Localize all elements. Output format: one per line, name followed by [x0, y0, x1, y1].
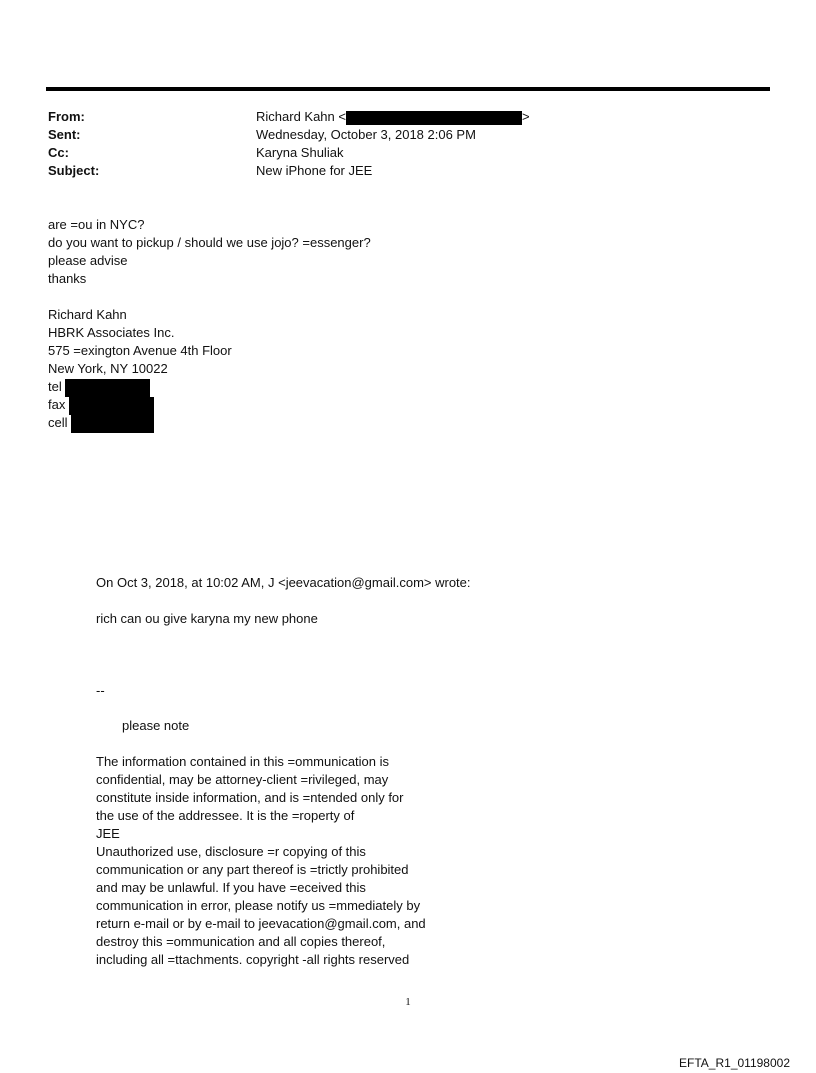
from-row	[48, 108, 530, 126]
sent-label: Sent:	[48, 127, 81, 142]
subject-value: New iPhone for JEE	[256, 163, 373, 178]
disclaimer-line: return e-mail or by e-mail to jeevacation@gmail.com, and	[96, 916, 426, 931]
message-line: please advise	[48, 253, 128, 268]
disclaimer-line: communication in error, please notify us =mmediately by	[96, 898, 421, 913]
cc-value: Karyna Shuliak	[256, 145, 344, 160]
document-id: EFTA_R1_01198002	[679, 1056, 790, 1070]
signature-tel: tel	[48, 378, 232, 396]
redaction-bar	[65, 379, 150, 397]
disclaimer-line: including all =ttachments. copyright -all rights reserved	[96, 952, 410, 967]
signature-name: Richard Kahn	[48, 307, 127, 322]
redaction-bar	[69, 397, 154, 415]
cc-label: Cc:	[48, 145, 69, 160]
cc-row	[48, 144, 530, 162]
quote-attribution: On Oct 3, 2018, at 10:02 AM, J <jeevacation@gmail.com> wrote:	[96, 575, 471, 590]
disclaimer-line: and may be unlawful. If you have =eceived this	[96, 880, 366, 895]
header-rule	[46, 87, 770, 91]
subject-label: Subject:	[48, 163, 100, 178]
disclaimer-line: destroy this =ommunication and all copies thereof,	[96, 934, 386, 949]
message-line: thanks	[48, 271, 87, 286]
disclaimer-line: communication or any part thereof is =trictly prohibited	[96, 862, 409, 877]
email-header	[48, 108, 530, 180]
disclaimer-line: The information contained in this =ommunication is	[96, 754, 390, 769]
redaction-bar	[71, 415, 154, 433]
from-label: From:	[48, 109, 85, 124]
signature-address1: 575 =exington Avenue 4th Floor	[48, 343, 232, 358]
disclaimer-line: constitute inside information, and is =ntended only for	[96, 790, 404, 805]
redaction-bar	[346, 111, 522, 125]
quote-body: rich can ou give karyna my new phone	[96, 611, 318, 626]
note-heading: please note	[122, 718, 190, 733]
disclaimer-line: JEE	[96, 826, 120, 841]
page-number: 1	[405, 996, 411, 1008]
signature-block	[48, 306, 232, 432]
disclaimer-line: confidential, may be attorney-client =rivileged, may	[96, 772, 389, 787]
signature-address2: New York, NY 10022	[48, 361, 168, 376]
signature-fax: fax	[48, 396, 232, 414]
message-line: do you want to pickup / should we use jojo? =essenger?	[48, 235, 371, 250]
signature-cell: cell	[48, 414, 232, 432]
from-value: Richard Kahn < >	[256, 109, 530, 124]
message-line: are =ou in NYC?	[48, 217, 145, 232]
message-body	[48, 216, 371, 288]
subject-row	[48, 162, 530, 180]
sent-value: Wednesday, October 3, 2018 2:06 PM	[256, 127, 476, 142]
disclaimer-line: Unauthorized use, disclosure =r copying of this	[96, 844, 366, 859]
signature-company: HBRK Associates Inc.	[48, 325, 175, 340]
quote-separator: --	[96, 683, 105, 698]
disclaimer	[96, 753, 496, 969]
sent-row	[48, 126, 530, 144]
disclaimer-line: the use of the addressee. It is the =roperty of	[96, 808, 355, 823]
